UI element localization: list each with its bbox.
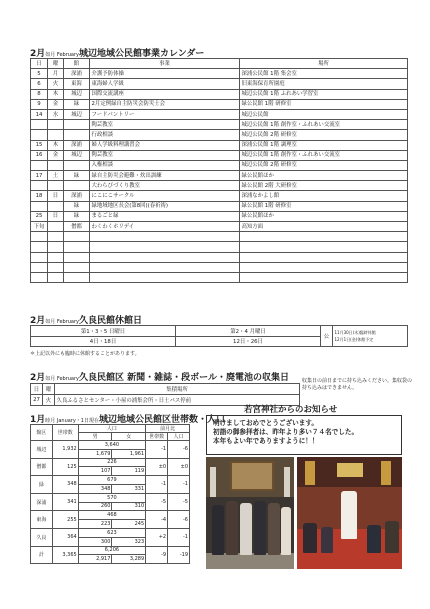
calendar-day: 15 [31, 140, 48, 150]
calendar-header-cell: 曜 [48, 59, 64, 69]
calendar-row [31, 89, 408, 99]
calendar-event: 2月定例緑自主防災会防災士会 [90, 99, 240, 109]
calendar-weekday [48, 242, 64, 252]
pop-total: 6,206 [78, 546, 145, 555]
calendar-hall: 深浦 [64, 191, 90, 201]
calendar-hall: 緑 [64, 171, 90, 181]
holiday-side-label: 公 [321, 326, 333, 347]
calendar-place [240, 262, 408, 272]
calendar-hall [64, 181, 90, 191]
calendar-weekday [48, 120, 64, 130]
collection-place-header: 集積場所 [55, 384, 300, 395]
pop-male: 223 [78, 520, 112, 529]
pop-diff-household: -5 [146, 493, 168, 511]
pop-prev-month-header: 前月比 [146, 425, 190, 433]
holiday-footnote: ＊上記以外にも臨時に休館することがあります。 [30, 351, 140, 357]
calendar-title: 2月如月 February城辺地域公民館事業カレンダー [30, 49, 205, 59]
calendar-hall: 城辺 [64, 89, 90, 99]
calendar-place: 城辺公民館 2階 研修室 [240, 130, 408, 140]
collection-day-header: 日 [31, 384, 43, 395]
pop-male: 2,917 [78, 555, 112, 564]
pop-diff-household: ±0 [146, 458, 168, 476]
calendar-day [31, 201, 48, 211]
calendar-place [240, 252, 408, 262]
pop-diff-population: -1 [168, 476, 190, 494]
pop-household-header: 世帯数 [52, 425, 78, 441]
calendar-day [31, 252, 48, 262]
calendar-row [31, 211, 408, 221]
collection-title: 2月如月 February久良民館区 新聞・雑誌・段ボール・廃電池の収集日 [30, 373, 289, 383]
calendar-day [31, 232, 48, 242]
calendar-event: 緑自主防災会避難・炊出訓練 [90, 171, 240, 181]
calendar-hall [64, 130, 90, 140]
pop-area-name: 城辺 [31, 441, 53, 459]
calendar-day [31, 262, 48, 272]
pop-household-count: 125 [52, 458, 78, 476]
calendar-weekday [48, 262, 64, 272]
calendar-day [31, 242, 48, 252]
pop-female: 3,289 [112, 555, 146, 564]
holiday-sunday-header: 第1・3・5 日曜日 [31, 326, 176, 337]
calendar-place: 城辺公民館 [240, 109, 408, 119]
pop-diff-population: -5 [168, 493, 190, 511]
pop-diff-household: -1 [146, 476, 168, 494]
calendar-place: 緑公民館 1階 研修室 [240, 201, 408, 211]
calendar-place [240, 232, 408, 242]
pop-area-name: 深浦 [31, 493, 53, 511]
calendar-event [90, 272, 240, 282]
calendar-weekday [48, 130, 64, 140]
calendar-weekday: 土 [48, 171, 64, 181]
calendar-row [31, 181, 408, 191]
pop-diff-household: +2 [146, 528, 168, 546]
pop-male: 1,679 [78, 449, 112, 458]
calendar-day: 下旬 [31, 222, 48, 232]
pop-male: 260 [78, 502, 112, 511]
pop-female: 310 [112, 502, 146, 511]
calendar-place: 城辺公民館 2階 研修室 [240, 160, 408, 170]
pop-female: 1,961 [112, 449, 146, 458]
calendar-event: フードパントリー [90, 109, 240, 119]
calendar-day [31, 130, 48, 140]
pop-female: 323 [112, 537, 146, 546]
pop-area-name: 久良 [31, 528, 53, 546]
calendar-day [31, 272, 48, 282]
calendar-day: 25 [31, 211, 48, 221]
calendar-hall: 僧都 [64, 222, 90, 232]
calendar-day: 5 [31, 69, 48, 79]
calendar-header-cell: 場所 [240, 59, 408, 69]
pop-area-header: 館区 [31, 425, 53, 441]
shrine-message-box [206, 415, 402, 455]
pop-diff-household: -1 [146, 441, 168, 459]
pop-household-count: 255 [52, 511, 78, 529]
calendar-weekday: 水 [48, 109, 64, 119]
pop-total: 679 [78, 476, 145, 485]
calendar-row [31, 171, 408, 181]
holiday-monday-dates: 12日・26日 [176, 336, 321, 347]
shrine-line-1: 明けましておめでとうございます。 [213, 419, 318, 427]
pop-diff-population: -19 [168, 546, 190, 564]
calendar-row [31, 150, 408, 160]
calendar-weekday: 月 [48, 69, 64, 79]
calendar-weekday: 金 [48, 99, 64, 109]
calendar-hall: 緑 [64, 201, 90, 211]
calendar-event: 大わらびづくり教室 [90, 181, 240, 191]
shrine-photo-ceremony [297, 457, 402, 569]
pop-diff-household: -9 [146, 546, 168, 564]
calendar-weekday: 日 [48, 211, 64, 221]
collection-day: 27 [31, 395, 43, 406]
calendar-weekday [48, 222, 64, 232]
calendar-day: 6 [31, 79, 48, 89]
calendar-event: まるごと緑 [90, 211, 240, 221]
calendar-hall: 深浦 [64, 69, 90, 79]
calendar-row [31, 252, 408, 262]
collection-weekday: 火 [43, 395, 55, 406]
pop-household-count: 1,932 [52, 441, 78, 459]
calendar-weekday [48, 272, 64, 282]
population-row [31, 528, 190, 537]
calendar-hall: 緑 [64, 211, 90, 221]
calendar-row [31, 262, 408, 272]
calendar-weekday: 日 [48, 191, 64, 201]
calendar-place: 城辺公民館 1階 創作室・ふれあい交流室 [240, 150, 408, 160]
pop-area-name: 計 [31, 546, 53, 564]
population-title: 1月睦月 January・1日現在城辺地域公民館区世帯数・人口 [30, 415, 226, 425]
population-row [31, 546, 190, 555]
calendar-hall: 深浦 [64, 140, 90, 150]
population-row [31, 511, 190, 520]
calendar-row [31, 120, 408, 130]
calendar-event [90, 252, 240, 262]
pop-male: 107 [78, 467, 112, 476]
event-calendar-table [30, 58, 408, 283]
calendar-hall [64, 262, 90, 272]
calendar-place: 深浦なかよし館 [240, 191, 408, 201]
calendar-place [240, 242, 408, 252]
calendar-day: 8 [31, 89, 48, 99]
population-row [31, 458, 190, 467]
calendar-event: 陶芸教室 [90, 150, 240, 160]
pop-total: 3,640 [78, 441, 145, 450]
pop-total: 468 [78, 511, 145, 520]
pop-total: 226 [78, 458, 145, 467]
calendar-row [31, 140, 408, 150]
calendar-weekday: 火 [48, 79, 64, 89]
pop-area-name: 東海 [31, 511, 53, 529]
pop-diff-household: -4 [146, 511, 168, 529]
calendar-day: 18 [31, 191, 48, 201]
pop-household-count: 3,365 [52, 546, 78, 564]
calendar-place: 旧東海保育所園庭 [240, 79, 408, 89]
calendar-row [31, 160, 408, 170]
calendar-header-row [31, 59, 408, 69]
calendar-weekday: 金 [48, 150, 64, 160]
calendar-row [31, 191, 408, 201]
pop-population-header: 人口 [78, 425, 145, 433]
pop-diff-population-header: 人口 [168, 433, 190, 441]
calendar-event: 入権相談 [90, 160, 240, 170]
calendar-weekday [48, 201, 64, 211]
pop-diff-population: ±0 [168, 458, 190, 476]
calendar-place: 緑公民館ほか [240, 211, 408, 221]
calendar-hall [64, 272, 90, 282]
calendar-place: 城辺公民館 1階 ふれあい学習室 [240, 89, 408, 99]
calendar-place: 深浦公民館 1階 調理室 [240, 140, 408, 150]
pop-male: 348 [78, 484, 112, 493]
calendar-row [31, 222, 408, 232]
calendar-row [31, 109, 408, 119]
calendar-hall [64, 120, 90, 130]
calendar-event: にこにこサークル [90, 191, 240, 201]
holiday-table [30, 325, 408, 347]
calendar-day: 16 [31, 150, 48, 160]
calendar-row [31, 79, 408, 89]
calendar-weekday [48, 232, 64, 242]
population-row [31, 493, 190, 502]
calendar-hall: 東海 [64, 79, 90, 89]
calendar-place [240, 272, 408, 282]
calendar-weekday: 木 [48, 140, 64, 150]
pop-area-name: 緑 [31, 476, 53, 494]
calendar-header-cell: 館 [64, 59, 90, 69]
calendar-day [31, 181, 48, 191]
pop-household-count: 341 [52, 493, 78, 511]
pop-female: 245 [112, 520, 146, 529]
shrine-line-2: 初詣の御参拝者は、昨年より多い７４名でした。 [213, 428, 359, 436]
shrine-line-3: 本年もよい年でありますように！！ [213, 437, 319, 445]
calendar-row [31, 69, 408, 79]
holiday-sunday-dates: 4日・18日 [31, 336, 176, 347]
pop-household-count: 364 [52, 528, 78, 546]
calendar-row [31, 232, 408, 242]
calendar-event: わくわくホリデイ [90, 222, 240, 232]
calendar-event: 介護予防体操 [90, 69, 240, 79]
pop-male: 300 [78, 537, 112, 546]
calendar-event: 東海婦人学級 [90, 79, 240, 89]
pop-total: 623 [78, 528, 145, 537]
pop-diff-population: -6 [168, 441, 190, 459]
calendar-day: 14 [31, 109, 48, 119]
calendar-day: 9 [31, 99, 48, 109]
calendar-row [31, 272, 408, 282]
pop-area-name: 僧都 [31, 458, 53, 476]
calendar-hall [64, 160, 90, 170]
calendar-event [90, 242, 240, 252]
calendar-weekday [48, 181, 64, 191]
population-row [31, 476, 190, 485]
calendar-weekday: 木 [48, 89, 64, 99]
calendar-hall [64, 232, 90, 242]
calendar-place: 緑公民館 2階 大研修室 [240, 181, 408, 191]
holiday-monday-header: 第2・4 月曜日 [176, 326, 321, 337]
pop-diff-population: -6 [168, 511, 190, 529]
calendar-day: 17 [31, 171, 48, 181]
calendar-weekday [48, 252, 64, 262]
shrine-notice-title: 若宮神社からのお知らせ [244, 405, 338, 415]
calendar-row [31, 130, 408, 140]
calendar-event: 国際交流講座 [90, 89, 240, 99]
calendar-hall: 城辺 [64, 109, 90, 119]
pop-female: 119 [112, 467, 146, 476]
calendar-row [31, 99, 408, 109]
population-table [30, 424, 190, 564]
calendar-place: 緑公民館ほか [240, 171, 408, 181]
calendar-place: 高知方面 [240, 222, 408, 232]
calendar-place: 城辺公民館 1階 創作室・ふれあい交流室 [240, 120, 408, 130]
calendar-event [90, 262, 240, 272]
holiday-side-note: 11月30日(木)臨時休館 12月1日(金)休館予定 [333, 326, 408, 347]
calendar-place: 深浦公民館 1階 集会室 [240, 69, 408, 79]
collection-place: 久良ふるさとセンター・小屋の浦集会所・日土バス停前 [55, 395, 300, 406]
pop-diff-population: -1 [168, 528, 190, 546]
collection-note: 収集日の前日までに持ち込みください。集収袋の持ち込みはできません。 [302, 378, 413, 391]
calendar-hall [64, 252, 90, 262]
calendar-event: 行政相談 [90, 130, 240, 140]
calendar-place: 緑公民館 1階 研修室 [240, 99, 408, 109]
population-row [31, 441, 190, 450]
calendar-hall: 城辺 [64, 150, 90, 160]
calendar-day [31, 160, 48, 170]
calendar-row [31, 242, 408, 252]
calendar-header-cell: 事業 [90, 59, 240, 69]
pop-male-header: 男 [78, 433, 112, 441]
collection-weekday-header: 曜 [43, 384, 55, 395]
pop-total: 570 [78, 493, 145, 502]
shrine-photo-group [206, 457, 294, 569]
calendar-event: 緑地域地区長会(第8回)(春祈祷) [90, 201, 240, 211]
calendar-event: 婦人学級料理講習会 [90, 140, 240, 150]
pop-female-header: 女 [112, 433, 146, 441]
calendar-day [31, 120, 48, 130]
calendar-weekday [48, 160, 64, 170]
pop-diff-household-header: 世帯数 [146, 433, 168, 441]
calendar-event: 陶芸教室 [90, 120, 240, 130]
holiday-title: 2月如月 February久良民館休館日 [30, 316, 143, 326]
calendar-header-cell: 日 [31, 59, 48, 69]
pop-female: 331 [112, 484, 146, 493]
calendar-event [90, 232, 240, 242]
calendar-row [31, 201, 408, 211]
pop-household-count: 348 [52, 476, 78, 494]
calendar-hall [64, 242, 90, 252]
calendar-hall: 緑 [64, 99, 90, 109]
